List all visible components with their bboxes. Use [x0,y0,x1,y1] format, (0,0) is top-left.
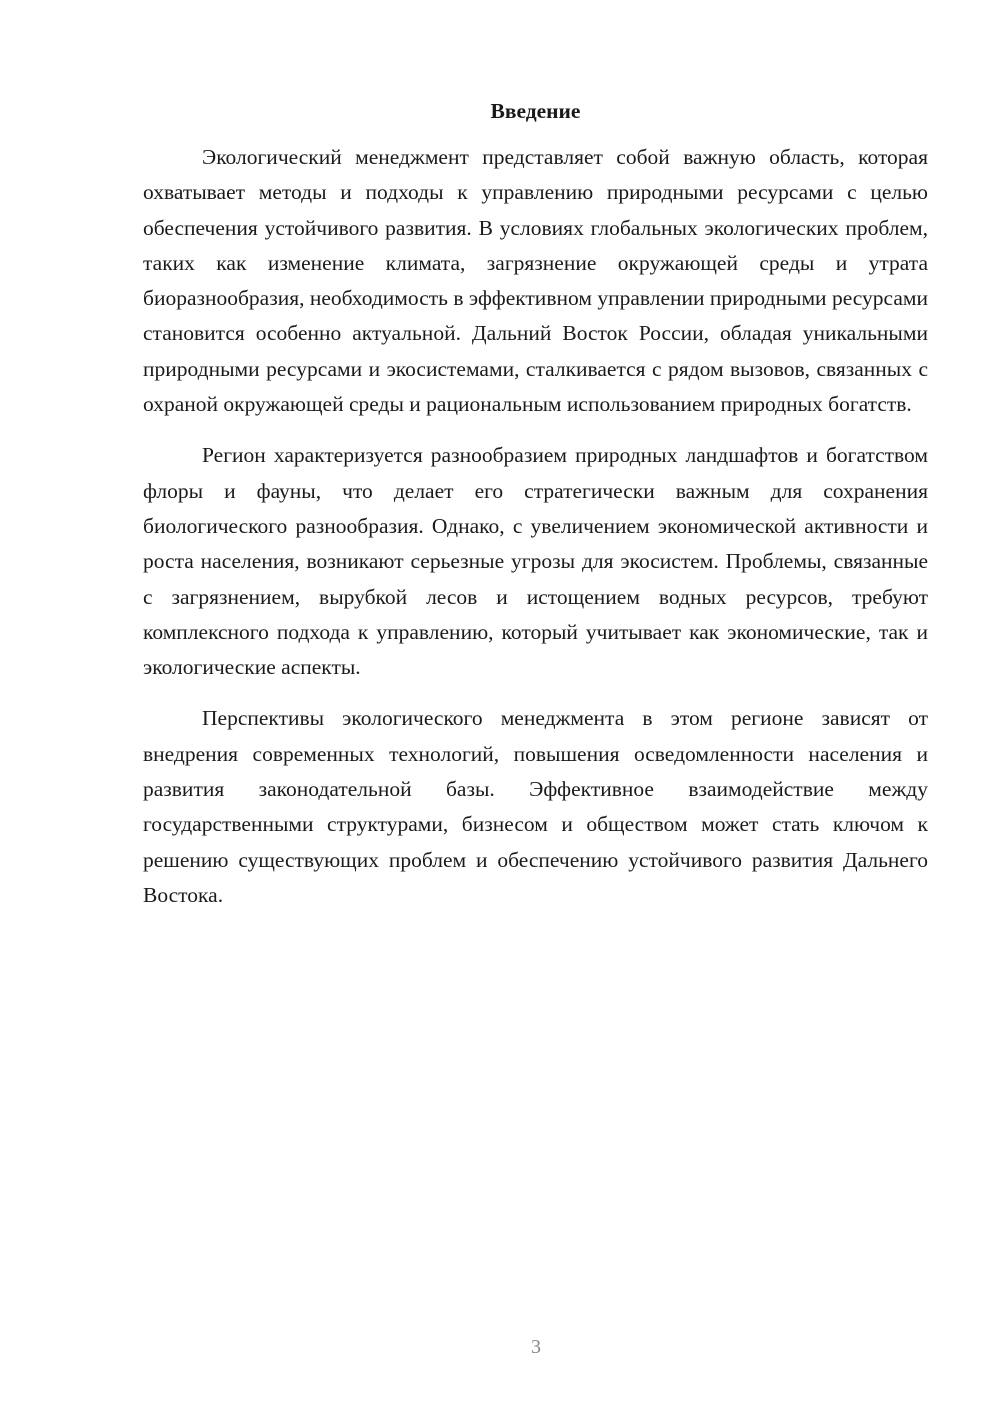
paragraph-1: Экологический менеджмент представляет собой важную область, которая охватывает методы и подходы к управлению природными ресурсами с целью обеспечения устойчивого развития. В условиях глобальных экологических проблем, таких как изменение климата, загрязнение окружающей среды и утрата биоразнообразия, необходимость в эффективном управлении природными ресурсами становится особенно актуальной. Дальний Восток России, обладая уникальными природными ресурсами и экосистемами, сталкивается с рядом вызовов, связанных с охраной окружающей среды и рациональным использованием природных богатств. [143,145,928,417]
page-content [143,96,928,929]
page-number: 3 [531,1336,541,1358]
paragraph-2: Регион характеризуется разнообразием природных ландшафтов и богатством флоры и фауны, что делает его стратегически важным для сохранения биологического разнообразия. Однако, с увеличением экономической активности и роста населения, возникают серьезные угрозы для экосистем. Проблемы, связанные с загрязнением, вырубкой лесов и истощением водных ресурсов, требуют комплексного подхода к управлению, который учитывает как экономические, так и экологические аспекты. [143,443,928,680]
section-heading: Введение [490,99,581,123]
paragraph-3: Перспективы экологического менеджмента в этом регионе зависят от внедрения современных технологий, повышения осведомленности населения и развития законодательной базы. Эффективное взаимодействие между государственными структурами, бизнесом и обществом может стать ключом к решению существующих проблем и обеспечению устойчивого развития Дальнего Востока. [143,706,928,907]
